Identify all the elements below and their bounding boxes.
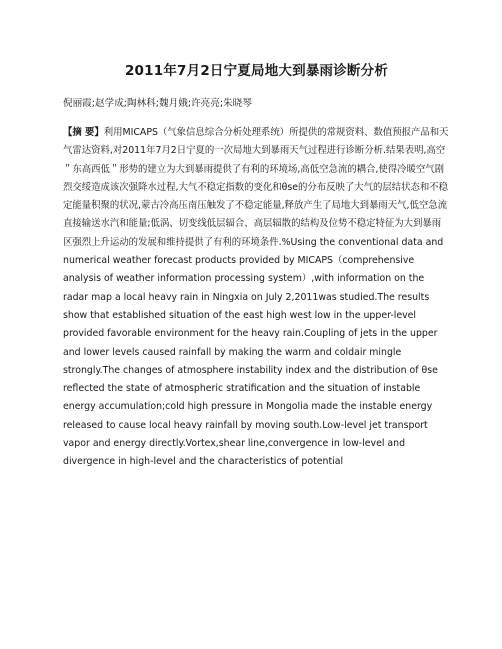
abstract xyxy=(63,124,450,472)
paper-title: 2011年7月2日宁夏局地大到暴雨诊断分析 xyxy=(124,63,389,79)
abstract-english: %Using the conventional data and numerical weather forecast products provided by MICAPS（comprehensive analysis of weather information processing system）,with information on the radar map a local heavy rain in Ningxia on July 2,2011was studied.The results show that established situation of the east high west low in the upper-level provided favorable environment for the heavy rain.Coupling of jets in the upper and lower levels caused rainfall by making the warm and coldair mingle strongly.The changes of atmosphere instability index and the distribution of θse reflected the state of atmospheric stratification and the situation of instable energy accumulation;cold high pressure in Mongolia made the instable energy released to cause local heavy rainfall by moving south.Low-level jet transport vapor and energy directly.Vortex,shear line,convergence in low-level and divergence in high-level and the characteristics of potential xyxy=(63,236,444,468)
abstract-label: 【摘 要】 xyxy=(63,127,104,138)
abstract-chinese: 利用MICAPS（气象信息综合分析处理系统）所提供的常规资料、数值预报产品和天气雷达资料,对2011年7月2日宁夏的一次局地大到暴雨天气过程进行诊断分析.结果表明,高空＂东高西低＂形势的建立为大到暴雨提供了有利的环境场,高低空急流的耦合,使得冷暖空气剧烈交绥造成该次强降水过程,大气不稳定指数的变化和θse的分布反映了大气的层结状态和不稳定能量积聚的状况,蒙古冷高压南压触发了不稳定能量,释放产生了局地大到暴雨天气,低空急流直接输送水汽和能量;低涡、切变线低层辐合、高层辐散的结构及位势不稳定特征为大到暴雨区强烈上升运动的发展和维持提供了有利的环境条件. xyxy=(63,127,449,248)
author-list: 倪丽霞;赵学成;陶林科;魏月娥;许亮亮;朱晓琴 xyxy=(63,98,252,109)
